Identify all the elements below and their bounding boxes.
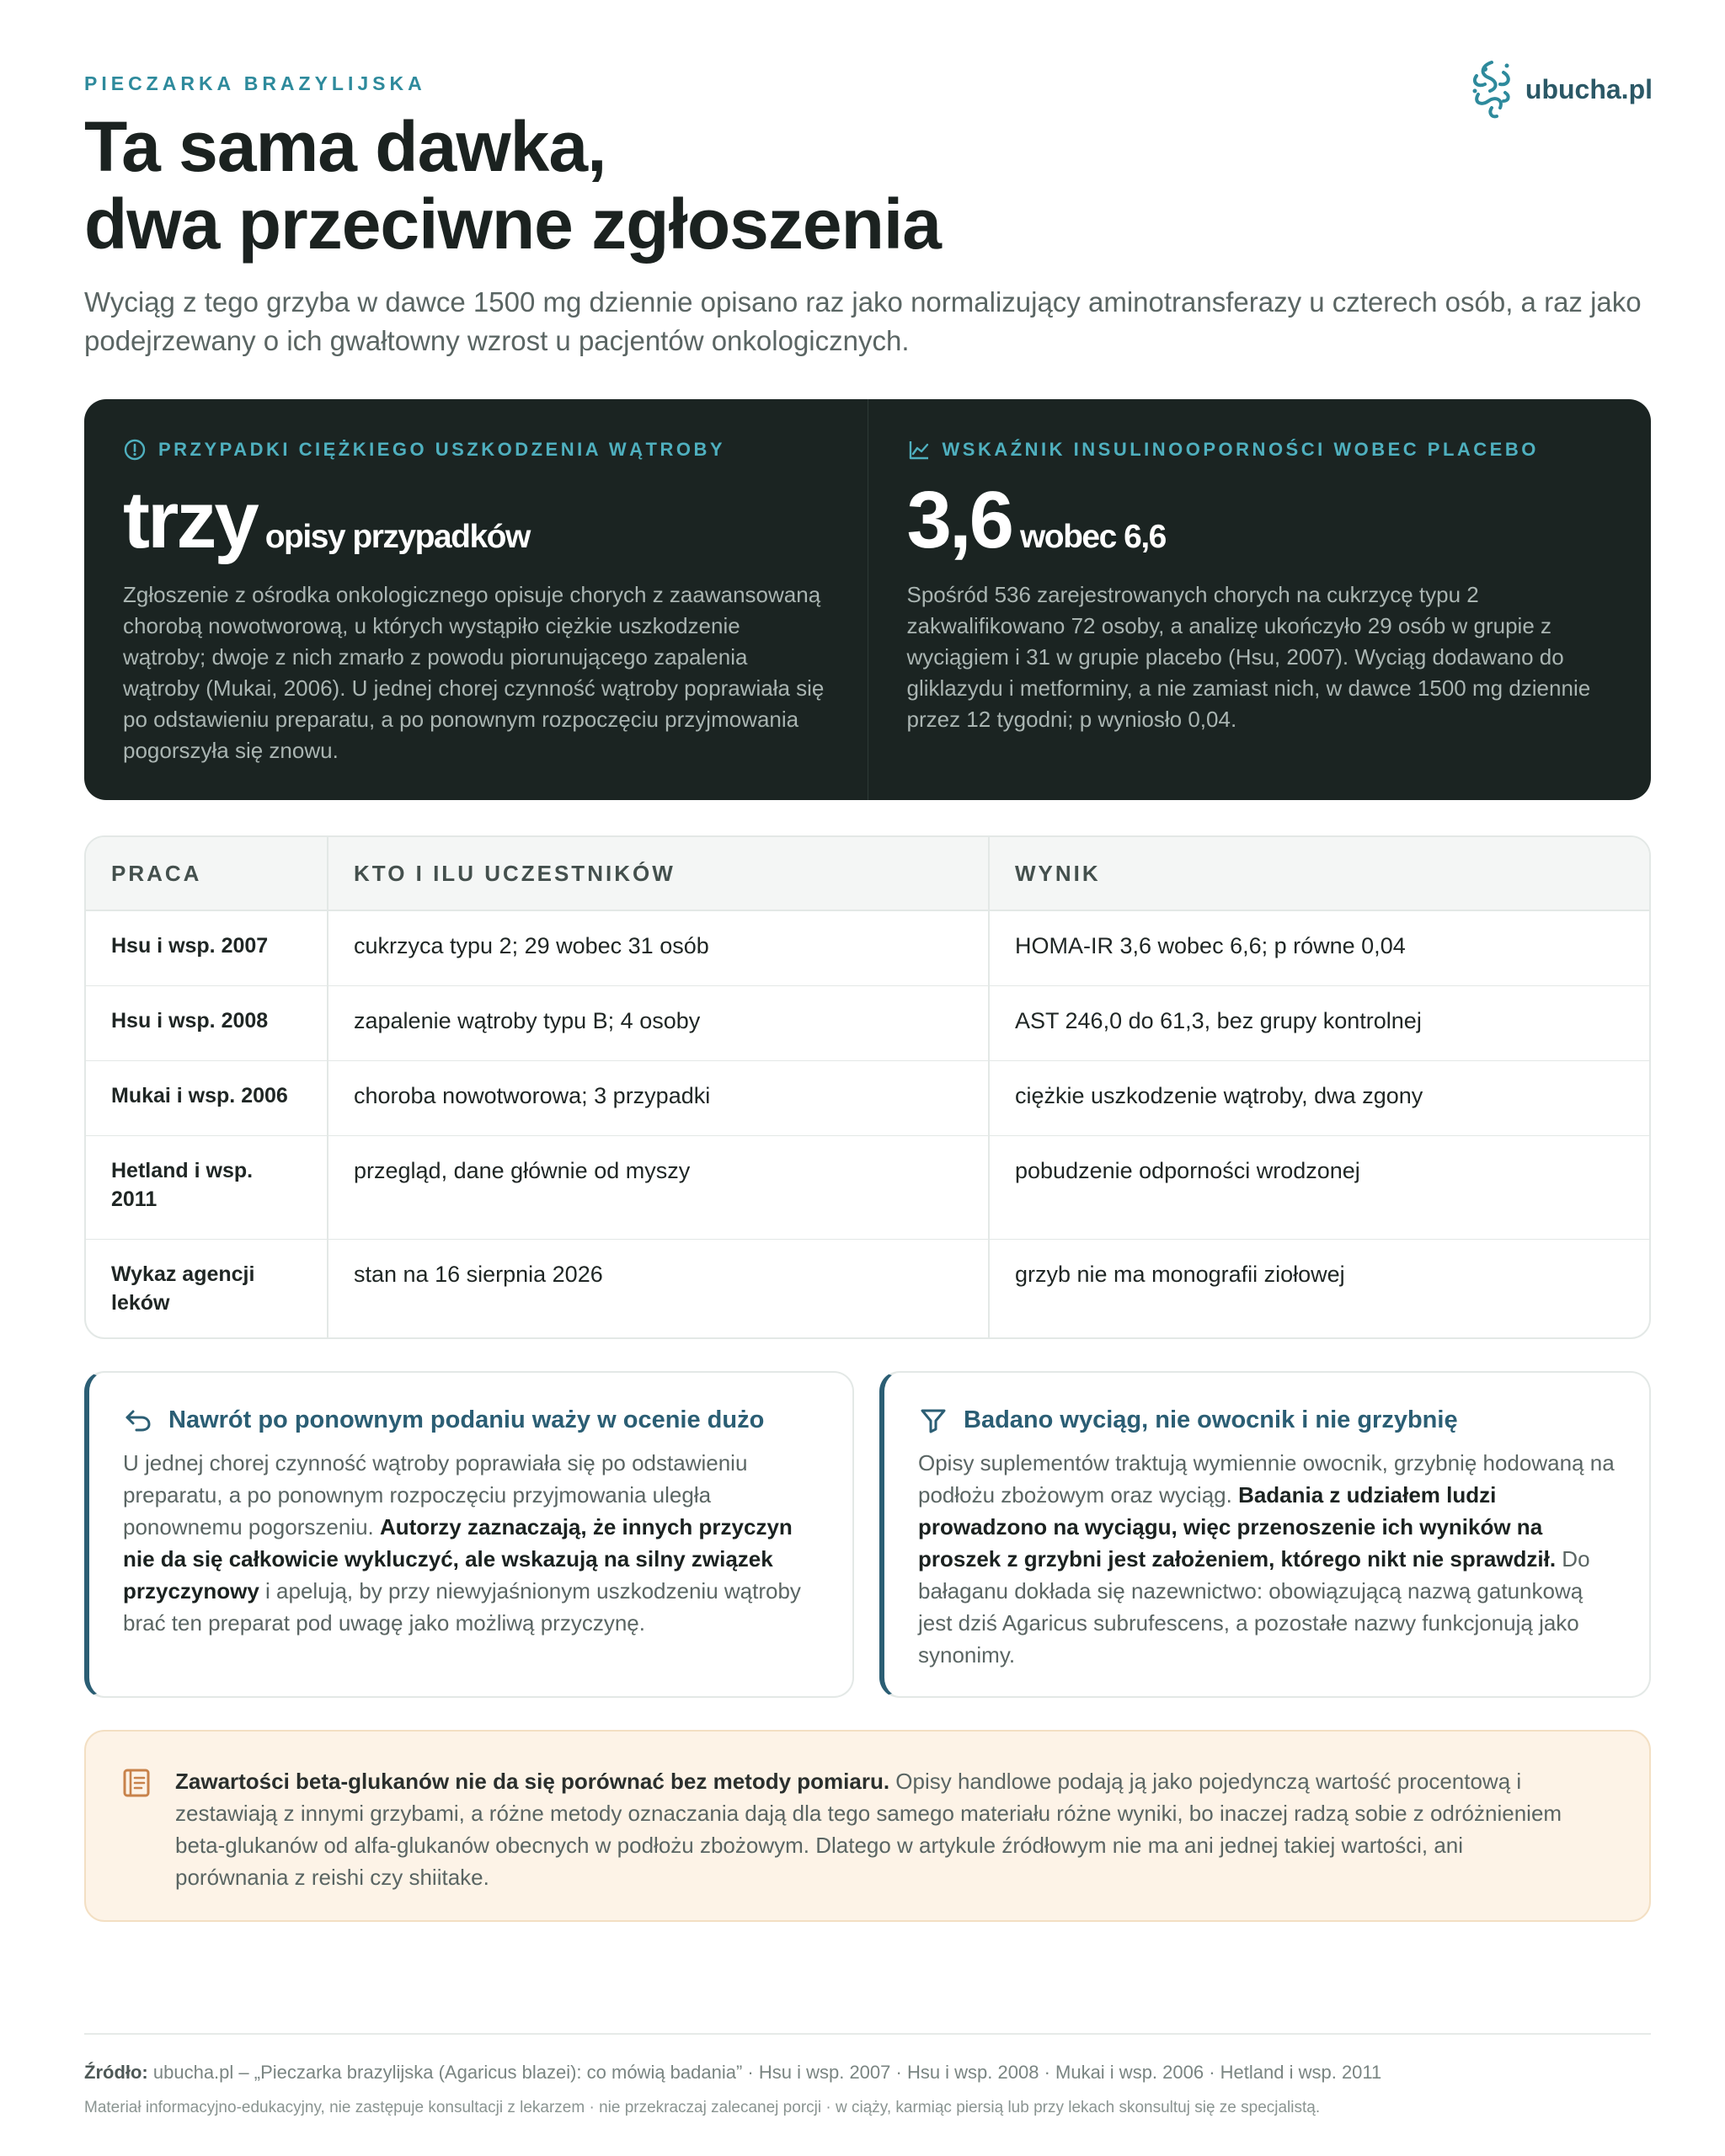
stats-panel	[84, 399, 1651, 800]
line-chart-icon	[907, 438, 931, 462]
note-text-part: Opisy suplementów traktują wymiennie owocnik, grzybnię hodowaną na podłożu zbożowym oraz wyciąg.	[918, 1450, 1615, 1508]
title-line-1: Ta sama dawka,	[84, 107, 606, 186]
note-text-part: i apelują, by przy niewyjaśnionym uszkodzeniu wątroby brać ten preparat pod uwagę jako możliwą przyczynę.	[123, 1578, 801, 1636]
undo-arrow-icon	[123, 1405, 153, 1435]
source-text: ubucha.pl – „Pieczarka brazylijska (Agaricus blazei): co mówią badania” · Hsu i wsp. 2007 · Hsu i wsp. 2008 · Mukai i wsp. 2006 · Hetland i wsp. 2011	[147, 2062, 1382, 2083]
footer-divider	[84, 2033, 1651, 2035]
footer-disclaimer: Materiał informacyjno-edukacyjny, nie zastępuje konsultacji z lekarzem · nie przekraczaj zalecanej porcji · w ciąży, karmiąc piersią lub przy lekach skonsultuj się ze specjalistą.	[84, 2099, 1321, 2116]
table-cell: HOMA-IR 3,6 wobec 6,6; p równe 0,04	[989, 910, 1649, 986]
stat-label-text: WSKAŹNIK INSULINOOPORNOŚCI WOBEC PLACEBO	[942, 439, 1539, 460]
note-text-emphasis: Badania z udziałem ludzi prowadzono na wyciągu, więc przenoszenie ich wyników na proszek z grzybni jest założeniem, którego nikt nie sprawdził.	[918, 1482, 1557, 1572]
callout-text	[175, 1765, 1582, 1893]
brand-name: ubucha.pl	[1525, 73, 1653, 104]
beta-glucan-callout	[84, 1730, 1651, 1922]
table-cell: przegląd, dane głównie od myszy	[328, 1136, 989, 1240]
table-cell: ciężkie uszkodzenie wątroby, dwa zgony	[989, 1061, 1649, 1136]
table-row	[86, 1240, 1649, 1340]
footer-source	[84, 2062, 1381, 2084]
note-title: Badano wyciąg, nie owocnik i nie grzybnię	[964, 1406, 1458, 1433]
column-header-result: WYNIK	[989, 837, 1649, 910]
table-cell: pobudzenie odporności wrodzonej	[989, 1136, 1649, 1240]
stat-insulin-resistance	[868, 399, 1652, 800]
table-cell: Mukai i wsp. 2006	[86, 1061, 328, 1136]
page-title	[84, 108, 941, 263]
stat-description: Zgłoszenie z ośrodka onkologicznego opisuje chorych z zaawansowaną chorobą nowotworową, u których wystąpiło ciężkie uszkodzenie wątroby; dwoje z nich zmarło z powodu piorunującego zapalenia wątroby (Mukai, 2006). U jednej chorej czynność wątroby poprawiała się po odstawieniu preparatu, a po ponownym rozpoczęciu przyjmowania pogorszyła się znowu.	[123, 582, 825, 763]
note-heading	[918, 1405, 1616, 1435]
stat-label	[907, 438, 1613, 462]
table-header-row	[86, 837, 1649, 910]
stat-value	[907, 475, 1613, 566]
stat-number: trzy	[123, 475, 257, 565]
note-title: Nawrót po ponownym podaniu waży w ocenie dużo	[168, 1406, 765, 1433]
table-row	[86, 1136, 1649, 1240]
table-cell: Hsu i wsp. 2008	[86, 986, 328, 1061]
note-heading	[123, 1405, 819, 1435]
table-cell: choroba nowotworowa; 3 przypadki	[328, 1061, 989, 1136]
filter-funnel-icon	[918, 1405, 948, 1435]
note-text	[918, 1447, 1616, 1671]
studies-table	[84, 835, 1651, 1339]
table-cell: Wykaz agencji leków	[86, 1240, 328, 1340]
kombucha-scoby-logo-icon	[1466, 57, 1517, 121]
eyebrow-category: PIECZARKA BRAZYLIJSKA	[84, 72, 426, 94]
column-header-participants: KTO I ILU UCZESTNIKÓW	[328, 837, 989, 910]
table-cell: stan na 16 sierpnia 2026	[328, 1240, 989, 1340]
note-text-emphasis: Autorzy zaznaczają, że innych przyczyn nie da się całkowicie wykluczyć, ale wskazują na silny związek przyczynowy	[123, 1514, 793, 1604]
note-text	[123, 1447, 819, 1639]
title-line-2: dwa przeciwne zgłoszenia	[84, 184, 941, 264]
table-row	[86, 986, 1649, 1061]
brand-logo[interactable]	[1466, 57, 1653, 121]
table-cell: AST 246,0 do 61,3, bez grupy kontrolnej	[989, 986, 1649, 1061]
note-text-part: Do bałaganu dokłada się nazewnictwo: obowiązującą nazwą gatunkową jest dziś Agaricus subrufescens, a pozostałe nazwy funkcjonują jako synonimy.	[918, 1546, 1590, 1668]
page-subtitle: Wyciąg z tego grzyba w dawce 1500 mg dziennie opisano raz jako normalizujący aminotransferazy u czterech osób, a raz jako podejrzewany o ich gwałtowny wzrost u pacjentów onkologicznych.	[84, 286, 1642, 356]
table-cell: zapalenie wątroby typu B; 4 osoby	[328, 986, 989, 1061]
stat-liver-cases	[84, 399, 868, 800]
note-extract-vs-fruiting-body	[879, 1371, 1651, 1698]
table-cell: Hsu i wsp. 2007	[86, 910, 328, 986]
stat-unit: opisy przypadków	[264, 519, 530, 555]
note-text-part: U jednej chorej czynność wątroby poprawiała się po odstawieniu preparatu, a po ponownym rozpoczęciu przyjmowania uległa ponownemu pogorszeniu.	[123, 1450, 748, 1540]
table-cell: cukrzyca typu 2; 29 wobec 31 osób	[328, 910, 989, 986]
callout-emphasis: Zawartości beta-glukanów nie da się porównać bez metody pomiaru.	[175, 1769, 890, 1794]
stat-label	[123, 438, 829, 462]
stat-number: 3,6	[906, 475, 1012, 565]
table-cell: grzyb nie ma monografii ziołowej	[989, 1240, 1649, 1340]
stat-label-text: PRZYPADKI CIĘŻKIEGO USZKODZENIA WĄTROBY	[158, 439, 726, 460]
table-row	[86, 910, 1649, 986]
stat-unit: wobec 6,6	[1019, 519, 1166, 555]
stat-value	[123, 475, 829, 566]
table-cell: Hetland i wsp. 2011	[86, 1136, 328, 1240]
stat-description: Spośród 536 zarejestrowanych chorych na cukrzycę typu 2 zakwalifikowano 72 osoby, a analizę ukończyło 29 osób w grupie z wyciągiem i 31 w grupie placebo (Hsu, 2007). Wyciąg dodawano do gliklazydu i metforminy, a nie zamiast nich, w dawce 1500 mg dziennie przez 12 tygodni; p wyniosło 0,04.	[906, 582, 1591, 732]
column-header-study: PRACA	[86, 837, 328, 910]
note-rechallenge	[84, 1371, 854, 1698]
alert-circle-icon	[123, 438, 147, 462]
document-list-icon	[121, 1767, 152, 1799]
table-row	[86, 1061, 1649, 1136]
callout-body: Opisy handlowe podają ją jako pojedynczą wartość procentową i zestawiają z innymi grzybami, a różne metody oznaczania dają dla tego samego materiału różne wyniki, bo inaczej radzą sobie z odróżnieniem beta-glukanów od alfa-glukanów obecnych w podłożu zbożowym. Dlatego w artykule źródłowym nie ma ani jednej takiej wartości, ani porównania z reishi czy shiitake.	[175, 1769, 1562, 1890]
source-label: Źródło:	[84, 2062, 148, 2083]
